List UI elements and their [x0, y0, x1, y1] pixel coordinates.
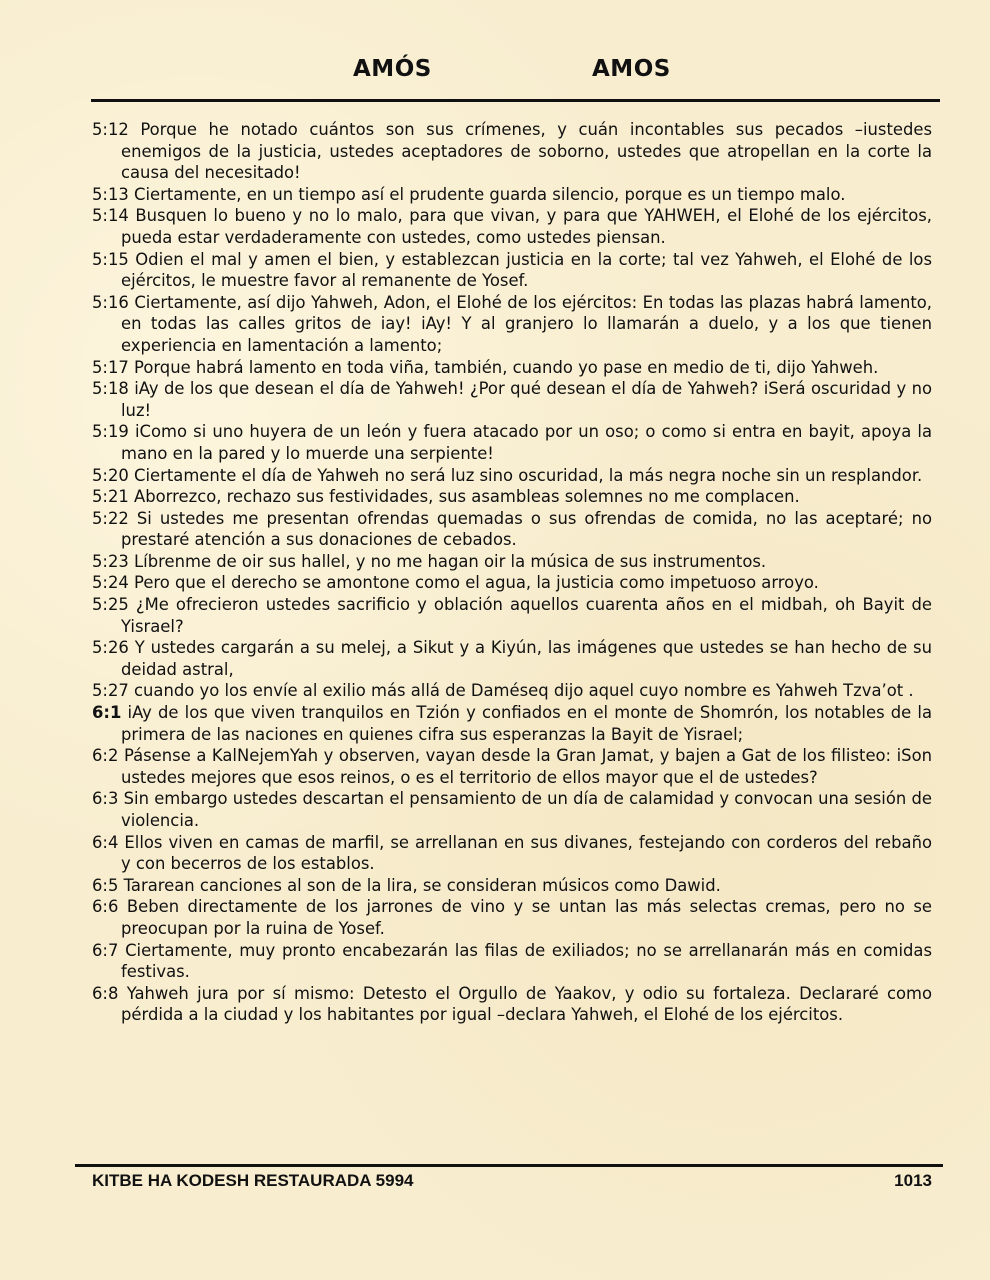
- verse: [92, 292, 932, 357]
- verse: [92, 702, 932, 745]
- verse-reference: 6:5: [92, 875, 119, 895]
- verse-text: Ciertamente, en un tiempo así el prudente guarda silencio, porque es un tiempo malo.: [134, 184, 846, 204]
- verse: [92, 637, 932, 680]
- verse: [92, 421, 932, 464]
- verse-reference: 5:18: [92, 379, 129, 399]
- verse: [92, 745, 932, 788]
- verse-text: Ellos viven en camas de marfil, se arrellanan en sus divanes, festejando con corderos del rebaño y con becerros de los establos.: [121, 832, 932, 874]
- verse-reference: 6:8: [92, 983, 119, 1003]
- verse: [92, 788, 932, 831]
- verse-reference: 5:22: [92, 508, 129, 528]
- verse-reference: 5:17: [92, 357, 129, 377]
- verse-reference: 6:2: [92, 746, 119, 766]
- verse-text: Y ustedes cargarán a su melej, a Sikut y a Kiyún, las imágenes que ustedes se han hecho de su deidad astral,: [121, 638, 932, 679]
- verse: [92, 983, 932, 1026]
- page-footer: [92, 1171, 932, 1195]
- verse-text: iAy de los que desean el día de Yahweh! ¿Por qué desean el día de Yahweh? iSerá oscuridad y no luz!: [121, 379, 932, 420]
- verse-reference: 5:15: [92, 249, 129, 269]
- verse-text: iAy de los que viven tranquilos en Tzión y confiados en el monte de Shomrón, los notables de la primera de las naciones en quienes cifra sus esperanzas la Bayit de Yisrael;: [121, 703, 932, 744]
- verse-text: Pásense a KalNejemYah y observen, vayan desde la Gran Jamat, y bajen a Gat de los filisteo: iSon ustedes mejores que esos reinos, o es el territorio de ellos mayor que el de ustedes?: [121, 746, 933, 787]
- verse: [92, 378, 932, 421]
- verse: [92, 832, 932, 875]
- verse-reference: 6:6: [92, 897, 119, 917]
- verse-reference: 5:16: [92, 292, 129, 312]
- verse: [92, 184, 932, 206]
- verse: [92, 875, 932, 897]
- verse-reference: 5:21: [92, 487, 129, 507]
- verse-reference: 5:27: [92, 681, 129, 701]
- verse-text: cuando yo los envíe al exilio más allá de Daméseq dijo aquel cuyo nombre es Yahweh Tzva’ot .: [134, 681, 914, 701]
- verse-reference: 6:4: [92, 832, 119, 852]
- verse: [92, 572, 932, 594]
- verse-text: iComo si uno huyera de un león y fuera atacado por un oso; o como si entra en bayit, apoya la mano en la pared y lo muerde una serpiente!: [121, 422, 933, 463]
- header-title-spanish: AMÓS: [353, 56, 432, 82]
- verse: [92, 205, 932, 248]
- verse: [92, 486, 932, 508]
- verse-text: Busquen lo bueno y no lo malo, para que vivan, y para que YAHWEH, el Elohé de los ejércitos, pueda estar verdaderamente con ustedes, como ustedes piensan.: [121, 206, 932, 247]
- verse-reference: 5:26: [92, 638, 129, 658]
- footer-book-title: KITBE HA KODESH RESTAURADA 5994: [92, 1171, 414, 1190]
- verse-reference: 6:3: [92, 789, 119, 809]
- verse-text: Aborrezco, rechazo sus festividades, sus asambleas solemnes no me complacen.: [134, 487, 800, 507]
- verse-reference: 6:1: [92, 703, 122, 723]
- verse-text: Líbrenme de oir sus hallel, y no me hagan oir la música de sus instrumentos.: [134, 551, 767, 571]
- verse: [92, 896, 932, 939]
- verse-reference: 5:13: [92, 184, 129, 204]
- verse: [92, 594, 932, 637]
- verse-text: Porque habrá lamento en toda viña, también, cuando yo pase en medio de ti, dijo Yahweh.: [134, 357, 879, 377]
- verse-list: [92, 119, 932, 1026]
- verse-text: Porque he notado cuántos son sus crímenes, y cuán incontables sus pecados –iustedes enemigos de la justicia, ustedes aceptadores de soborno, ustedes que atropellan en la corte la causa del necesitado!: [121, 120, 932, 183]
- footer-divider: [75, 1164, 943, 1167]
- verse-reference: 5:12: [92, 120, 129, 139]
- footer-page-number: 1013: [894, 1171, 932, 1190]
- verse: [92, 465, 932, 487]
- verse: [92, 551, 932, 573]
- verse-reference: 6:7: [92, 940, 119, 960]
- verse-reference: 5:24: [92, 573, 129, 593]
- verse-text: Si ustedes me presentan ofrendas quemadas o sus ofrendas de comida, no las aceptaré; no prestaré atención a sus donaciones de cebados.: [121, 508, 932, 550]
- verse-reference: 5:23: [92, 551, 129, 571]
- verse-text: Odien el mal y amen el bien, y establezcan justicia en la corte; tal vez Yahweh, el Elohé de los ejércitos, le muestre favor al remanente de Yosef.: [121, 249, 932, 291]
- verse-text: Ciertamente, muy pronto encabezarán las filas de exiliados; no se arrellanarán más en comidas festivas.: [121, 940, 932, 982]
- verse-reference: 5:25: [92, 595, 129, 615]
- verse: [92, 357, 932, 379]
- verse: [92, 119, 932, 184]
- verse-reference: 5:20: [92, 465, 129, 485]
- verse-text: Ciertamente el día de Yahweh no será luz sino oscuridad, la más negra noche sin un resplandor.: [134, 465, 923, 485]
- verse-text: Ciertamente, así dijo Yahweh, Adon, el Elohé de los ejércitos: En todas las plazas habrá lamento, en todas las calles gritos de iay! iAy! Y al granjero lo llamarán a duelo, y a los que tienen experiencia en lamentación a lamento;: [121, 292, 932, 355]
- verse-reference: 5:19: [92, 422, 129, 442]
- verse: [92, 249, 932, 292]
- verse-text: ¿Me ofrecieron ustedes sacrificio y oblación aquellos cuarenta años en el midbah, oh Bayit de Yisrael?: [121, 595, 932, 636]
- verse-reference: 5:14: [92, 206, 129, 226]
- page-header: [0, 56, 990, 96]
- verse-text: Beben directamente de los jarrones de vino y se untan las más selectas cremas, pero no se preocupan por la ruina de Yosef.: [121, 897, 932, 938]
- header-divider: [91, 99, 940, 102]
- verse: [92, 508, 932, 551]
- verse: [92, 940, 932, 983]
- verse-text: Pero que el derecho se amontone como el agua, la justicia como impetuoso arroyo.: [134, 573, 819, 593]
- header-title-english: AMOS: [592, 56, 671, 82]
- verse: [92, 680, 932, 702]
- verse-text: Tararean canciones al son de la lira, se consideran músicos como Dawid.: [123, 875, 721, 895]
- verse-text: Sin embargo ustedes descartan el pensamiento de un día de calamidad y convocan una sesión de violencia.: [121, 789, 932, 830]
- verse-text: Yahweh jura por sí mismo: Detesto el Orgullo de Yaakov, y odio su fortaleza. Declararé como pérdida a la ciudad y los habitantes por igual –declara Yahweh, el Elohé de los ejércitos.: [121, 983, 932, 1025]
